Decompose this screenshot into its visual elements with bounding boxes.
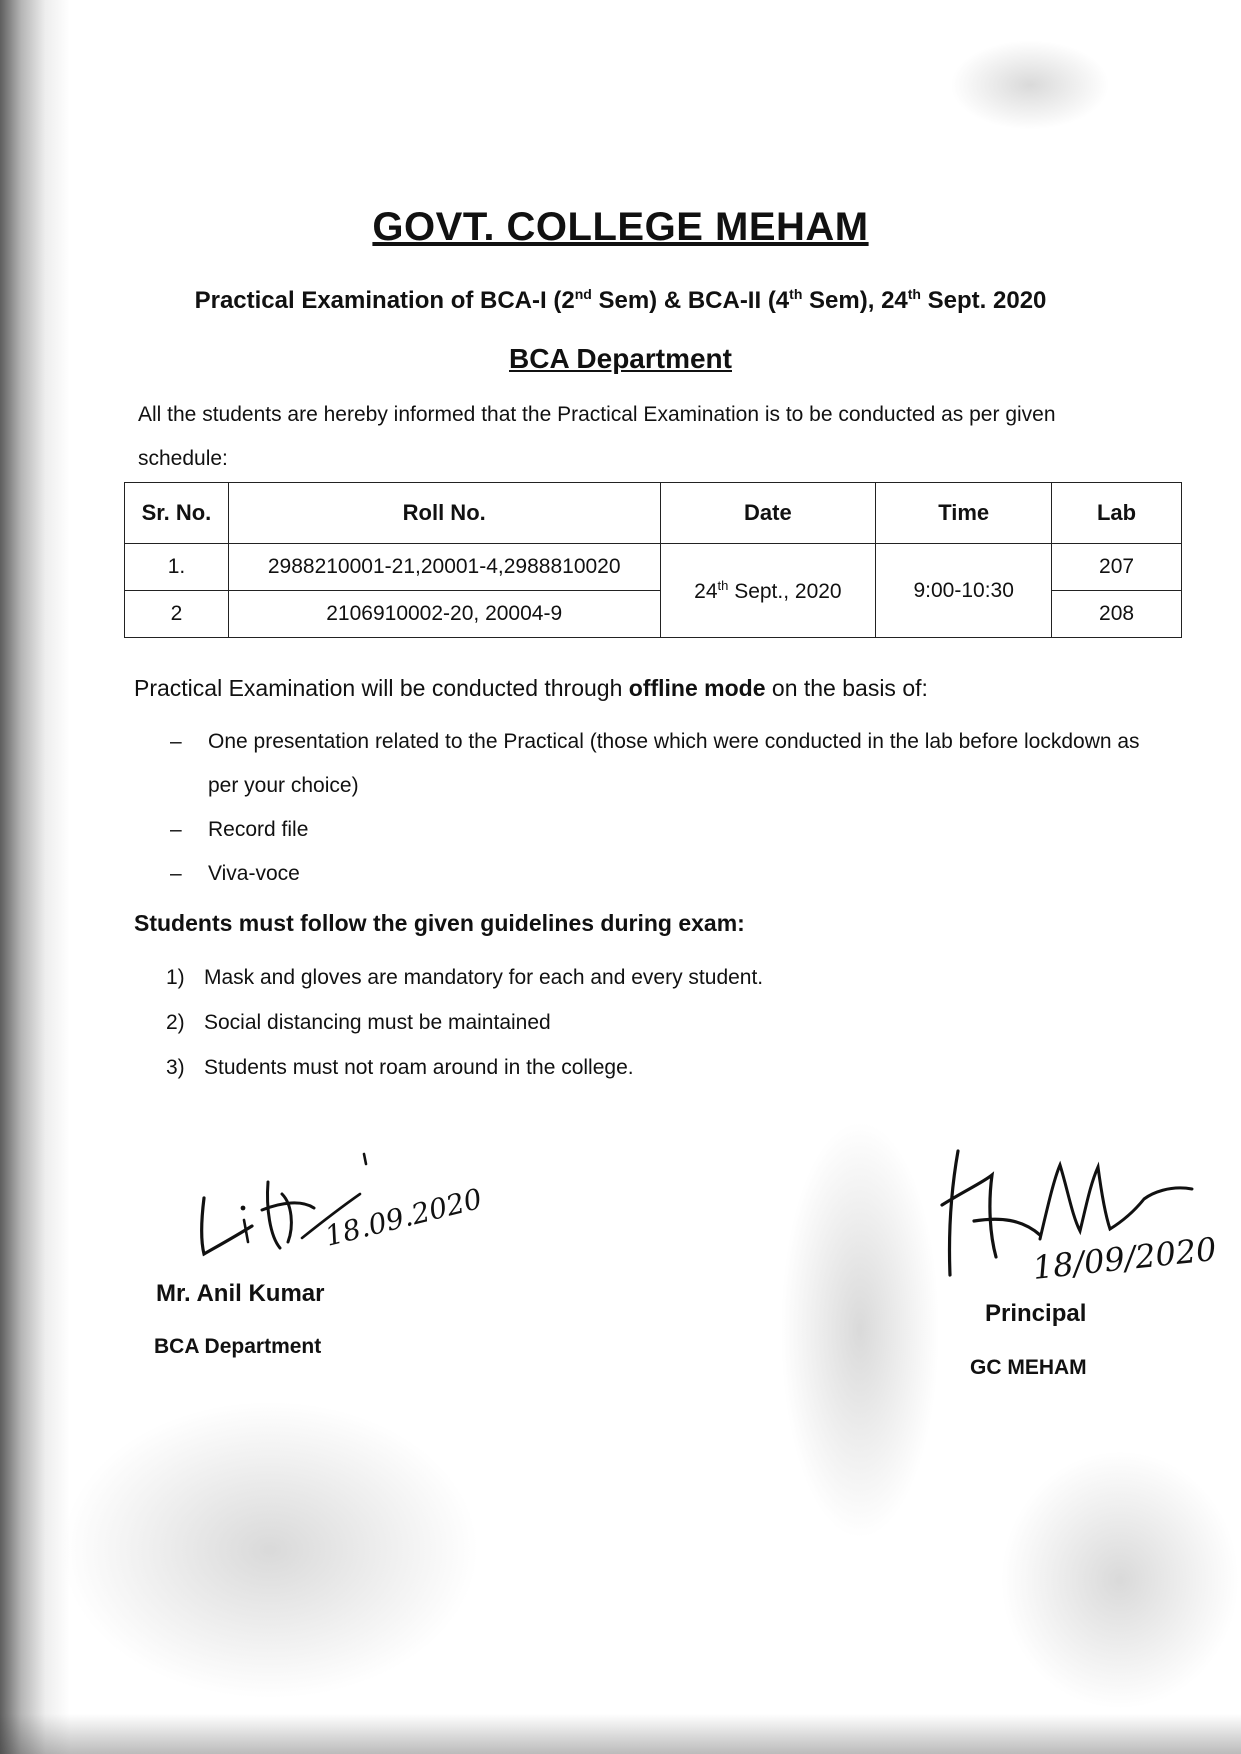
cell-lab: 208: [1052, 591, 1182, 638]
guidelines-list: [166, 955, 763, 1090]
svg-text:18.09.2020: 18.09.2020: [321, 1181, 486, 1253]
signatory-right-org: GC MEHAM: [970, 1356, 1087, 1379]
list-item: – One presentation related to the Practical (those which were conducted in the lab before lockdown as per your choice): [170, 730, 1140, 797]
header-time: Time: [876, 483, 1052, 544]
table-row: [125, 544, 1182, 591]
scan-noise: [60, 1400, 480, 1700]
schedule-table: [124, 482, 1182, 638]
cell-roll-no: 2106910002-20, 20004-9: [228, 591, 660, 638]
page-title: GOVT. COLLEGE MEHAM: [372, 205, 869, 249]
scan-noise: [780, 1120, 940, 1540]
cell-time: 9:00-10:30: [876, 544, 1052, 638]
list-item: 1) Mask and gloves are mandatory for each and every student.: [166, 966, 764, 989]
header-sr-no: Sr. No.: [125, 483, 229, 544]
intro-paragraph: All the students are hereby informed that the Practical Examination is to be conducted as per given schedule:: [138, 403, 1056, 470]
list-item: 3) Students must not roam around in the college.: [166, 1056, 634, 1079]
list-item: – Record file: [170, 818, 309, 841]
exam-subtitle: Practical Examination of BCA-I (2nd Sem) & BCA-II (4th Sem), 24th Sept. 2020: [194, 286, 1047, 314]
mode-statement: Practical Examination will be conducted through offline mode on the basis of:: [134, 675, 928, 701]
list-item: 2) Social distancing must be maintained: [166, 1011, 551, 1034]
cell-sr-no: 1.: [125, 544, 229, 591]
header-lab: Lab: [1052, 483, 1182, 544]
cell-sr-no: 2: [125, 591, 229, 638]
list-item: – Viva-voce: [170, 862, 300, 885]
scan-shadow-bottom: [0, 1714, 1241, 1754]
department-heading: BCA Department: [509, 343, 732, 374]
header-roll-no: Roll No.: [228, 483, 660, 544]
scan-shadow-left: [0, 0, 70, 1754]
signatory-left-department: BCA Department: [154, 1335, 322, 1358]
signatory-right-title: Principal: [985, 1300, 1087, 1327]
signature-right: [930, 1145, 1230, 1285]
signatory-left-name: Mr. Anil Kumar: [156, 1280, 325, 1307]
cell-roll-no: 2988210001-21,20001-4,2988810020: [228, 544, 660, 591]
assessment-list: [170, 720, 1148, 896]
table-header-row: [125, 483, 1182, 544]
cell-lab: 207: [1052, 544, 1182, 591]
header-date: Date: [660, 483, 876, 544]
scan-noise: [950, 40, 1110, 130]
guidelines-heading: Students must follow the given guidelines during exam:: [134, 910, 745, 936]
signature-left: [190, 1150, 486, 1260]
cell-date: 24th Sept., 2020: [660, 544, 876, 638]
scan-noise: [1000, 1450, 1240, 1710]
svg-text:18/09/2020: 18/09/2020: [1030, 1229, 1219, 1287]
